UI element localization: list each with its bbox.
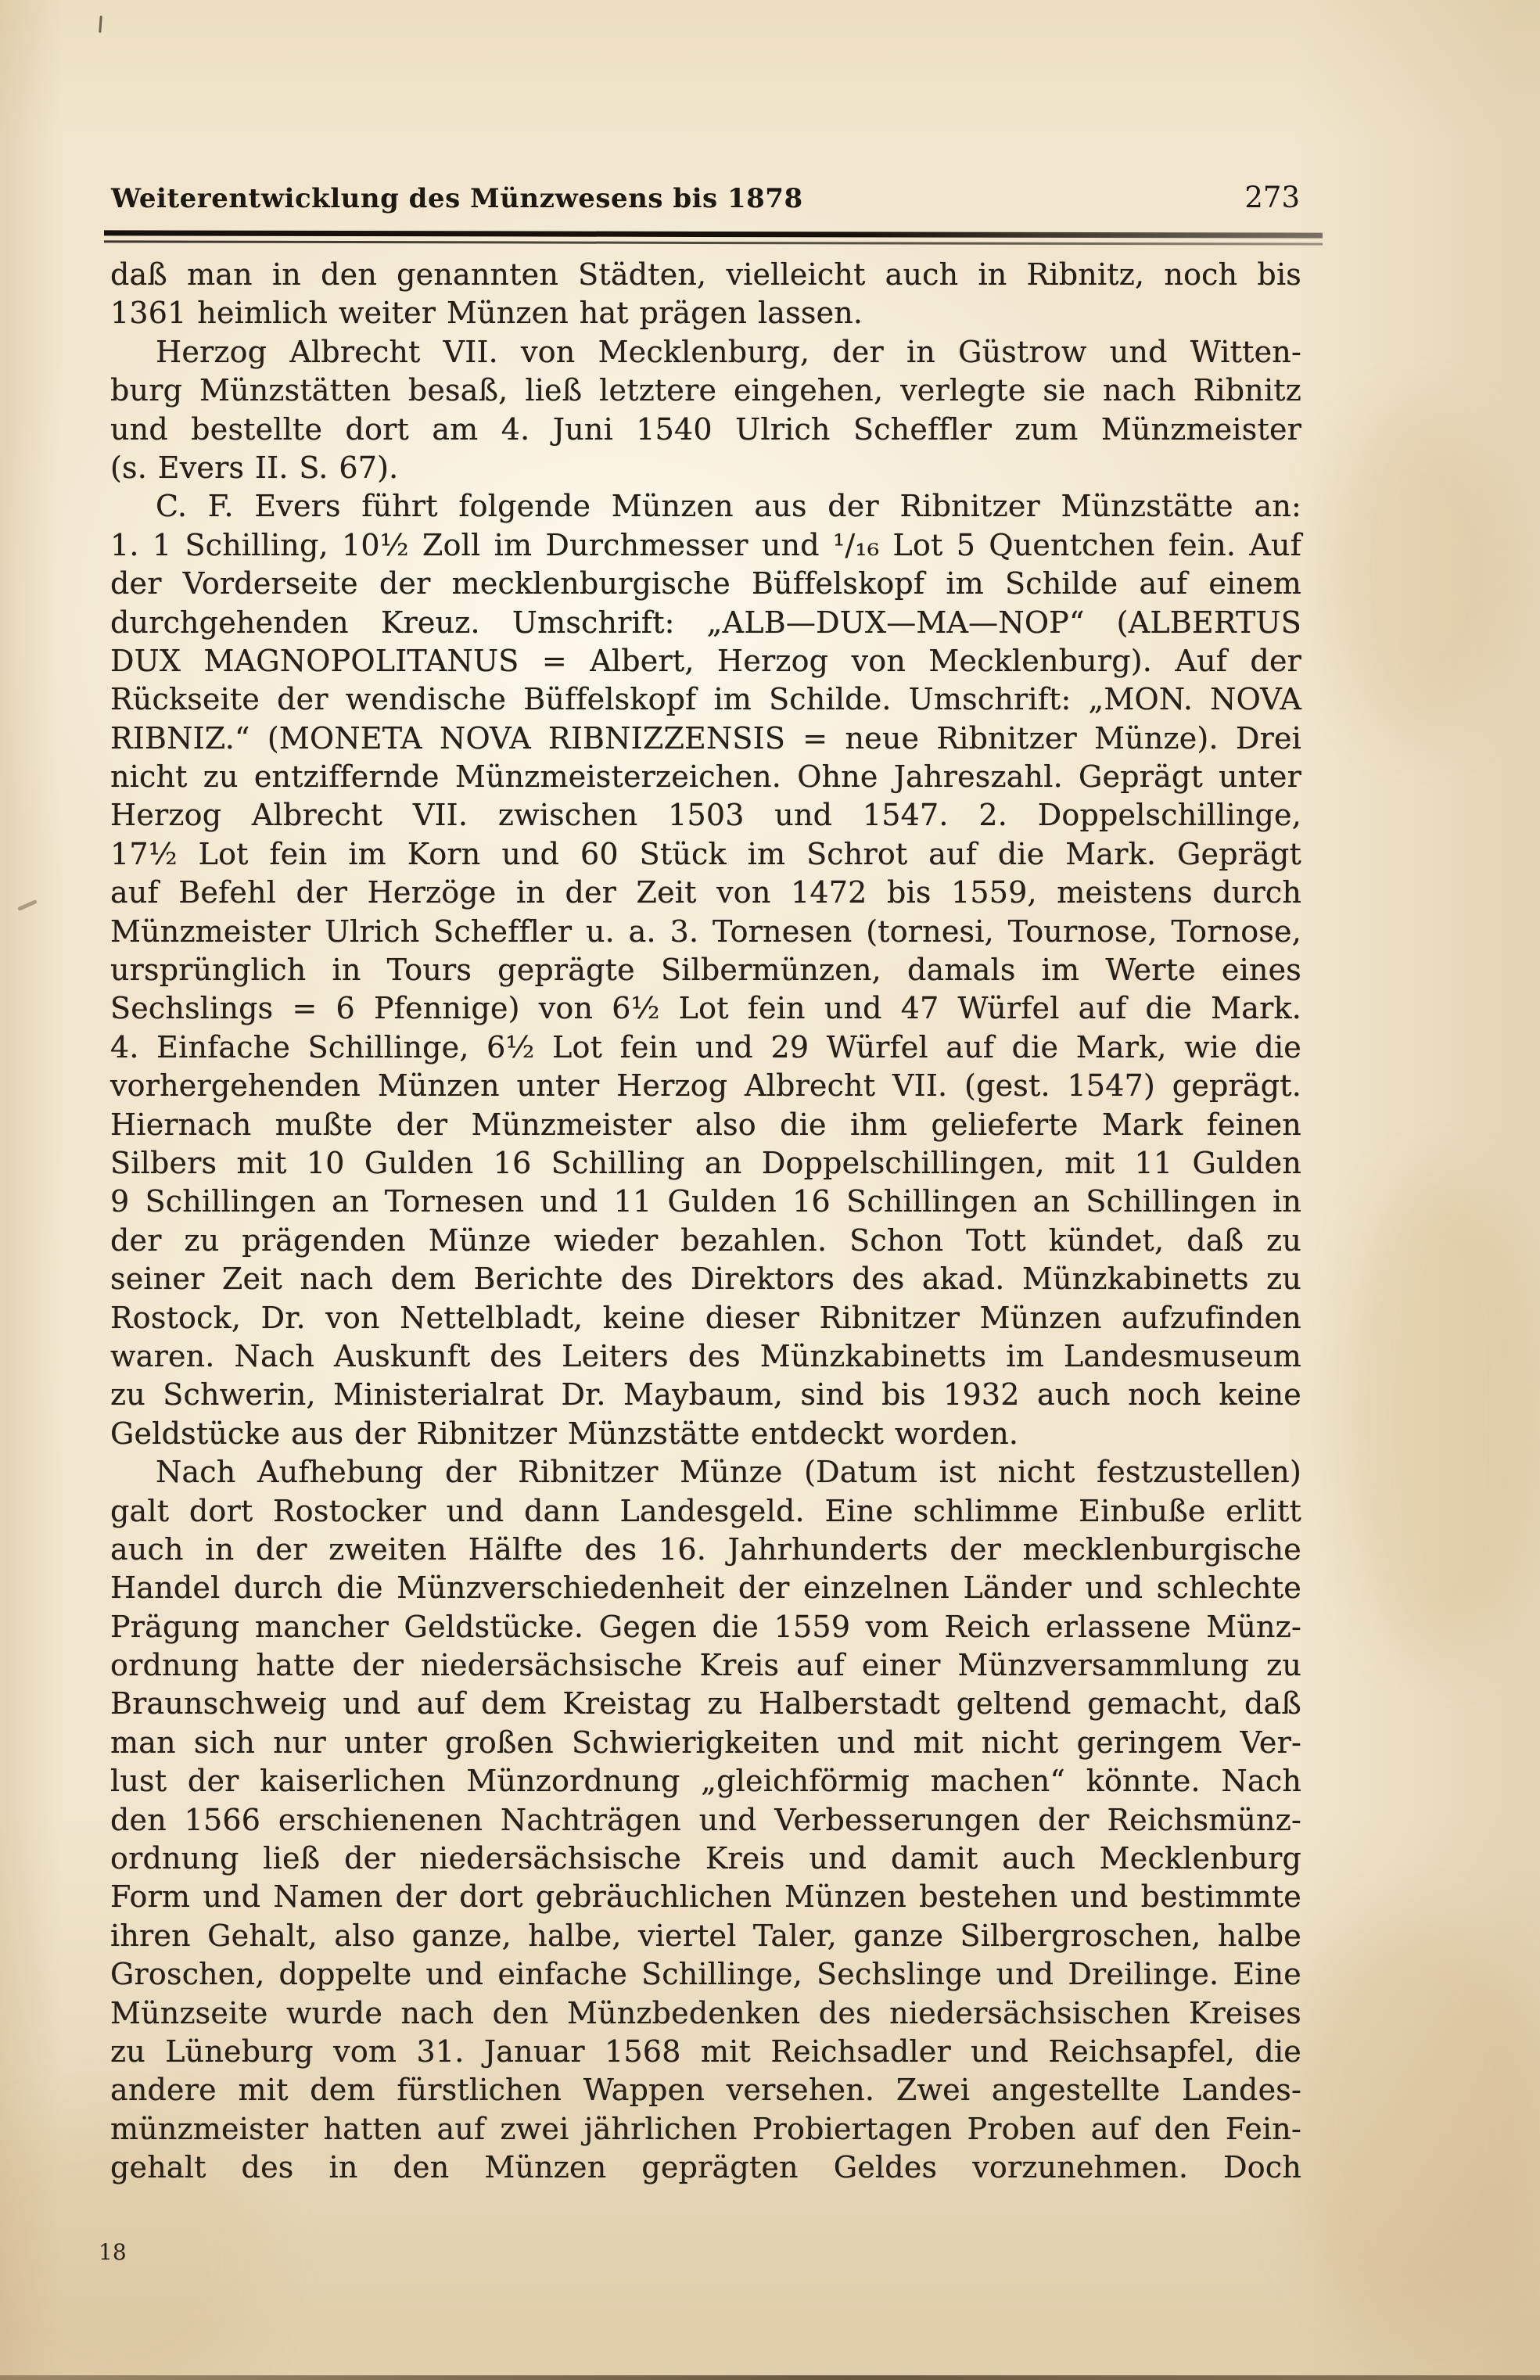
text-line: Groschen, doppelte und einfache Schillinge, Sechslinge und Dreilinge. Eine (110, 1957, 1301, 1992)
text-line: seiner Zeit nach dem Berichte des Direktors des akad. Münzkabinetts zu (110, 1262, 1301, 1297)
text-line: lust der kaiserlichen Münzordnung „gleichförmig machen“ könnte. Nach (110, 1764, 1301, 1799)
text-line: RIBNIZ.“ (MONETA NOVA RIBNIZZENSIS = neue Ribnitzer Münze). Drei (110, 720, 1301, 756)
text-line: burg Münzstätten besaß, ließ letztere eingehen, verlegte sie nach Ribnitz (110, 373, 1301, 408)
text-line: ihren Gehalt, also ganze, halbe, viertel Taler, ganze Silbergroschen, halbe (110, 1918, 1301, 1953)
text-line: Herzog Albrecht VII. von Mecklenburg, der in Güstrow und Witten- (156, 334, 1301, 369)
text-line: daß man in den genannten Städten, vielleicht auch in Ribnitz, noch bis (110, 257, 1301, 292)
paragraph (110, 256, 1301, 333)
text-line: gehalt des in den Münzen geprägten Geldes vorzunehmen. Doch (110, 2150, 1301, 2185)
text-line: Herzog Albrecht VII. zwischen 1503 und 1547. 2. Doppelschillinge, (110, 798, 1301, 833)
text-line: Rückseite der wendische Büffelskopf im Schilde. Umschrift: „MON. NOVA (110, 682, 1301, 717)
text-line: ordnung hatte der niedersächsische Kreis auf einer Münzversammlung zu (110, 1648, 1301, 1683)
text-line: Sechslings = 6 Pfennige) von 6½ Lot fein und 47 Würfel auf die Mark. (110, 991, 1301, 1026)
scan-edge-shadow (0, 2375, 1540, 2380)
text-line: Rostock, Dr. von Nettelbladt, keine dieser Ribnitzer Münzen aufzufinden (110, 1300, 1301, 1335)
text-line: Geldstücke aus der Ribnitzer Münzstätte entdeckt worden. (110, 1416, 1019, 1451)
text-line: den 1566 erschienenen Nachträgen und Verbesserungen der Reichsmünz- (110, 1802, 1301, 1837)
signature-number: 18 (99, 2239, 127, 2265)
text-line: 9 Schillingen an Tornesen und 11 Gulden 16 Schillingen an Schillingen in (110, 1184, 1301, 1219)
text-line: Braunschweig und auf dem Kreistag zu Halberstadt geltend gemacht, daß (110, 1686, 1301, 1721)
header-rule-thin (104, 240, 1323, 245)
text-line: DUX MAGNOPOLITANUS = Albert, Herzog von Mecklenburg). Auf der (110, 643, 1301, 678)
text-line: münzmeister hatten auf zwei jährlichen Probiertagen Proben auf den Fein- (110, 2111, 1301, 2146)
ink-speck (17, 899, 38, 911)
text-line: galt dort Rostocker und dann Landesgeld. Eine schlimme Einbuße erlitt (110, 1493, 1301, 1528)
paper-stain (1330, 407, 1509, 735)
text-line: der Vorderseite der mecklenburgische Büffelskopf im Schilde auf einem (110, 566, 1301, 601)
text-line: auch in der zweiten Hälfte des 16. Jahrhunderts der mecklenburgische (110, 1531, 1301, 1567)
text-line: 4. Einfache Schillinge, 6½ Lot fein und 29 Würfel auf die Mark, wie die (110, 1029, 1301, 1064)
text-line: 17½ Lot fein im Korn und 60 Stück im Schrot auf die Mark. Geprägt (110, 836, 1301, 871)
text-line: waren. Nach Auskunft des Leiters des Münzkabinetts im Landesmuseum (110, 1338, 1301, 1373)
header-rule-thick (104, 230, 1323, 238)
text-line: C. F. Evers führt folgende Münzen aus der Ribnitzer Münzstätte an: (156, 489, 1301, 524)
text-line: Münzseite wurde nach den Münzbedenken des niedersächsischen Kreises (110, 1995, 1301, 2030)
header-rule (104, 232, 1323, 244)
paragraph (110, 333, 1301, 488)
text-line: ursprünglich in Tours geprägte Silbermünzen, damals im Werte eines (110, 953, 1301, 988)
paper-stain (1283, 1916, 1540, 2323)
text-line: vorhergehenden Münzen unter Herzog Albrecht VII. (gest. 1547) geprägt. (110, 1068, 1301, 1104)
ink-speck (99, 16, 102, 33)
text-line: Handel durch die Münzverschiedenheit der einzelnen Länder und schlechte (110, 1571, 1301, 1606)
text-line: zu Schwerin, Ministerialrat Dr. Maybaum, sind bis 1932 auch noch keine (110, 1377, 1301, 1413)
paragraph (110, 1453, 1301, 2187)
text-line: 1. 1 Schilling, 10½ Zoll im Durchmesser und ¹/₁₆ Lot 5 Quentchen fein. Auf (110, 527, 1301, 562)
text-line: und bestellte dort am 4. Juni 1540 Ulrich Scheffler zum Münzmeister (110, 411, 1301, 447)
text-line: zu Lüneburg vom 31. Januar 1568 mit Reichsadler und Reichsapfel, die (110, 2034, 1301, 2069)
text-line: ordnung ließ der niedersächsische Kreis und damit auch Mecklenburg (110, 1841, 1301, 1876)
page-body (110, 256, 1301, 2188)
text-line: Form und Namen der dort gebräuchlichen Münzen bestehen und bestimmte (110, 1879, 1301, 1915)
text-line: Silbers mit 10 Gulden 16 Schilling an Doppelschillingen, mit 11 Gulden (110, 1145, 1301, 1180)
text-line: (s. Evers II. S. 67). (110, 450, 399, 485)
text-line: auf Befehl der Herzöge in der Zeit von 1472 bis 1559, meistens durch (110, 875, 1301, 910)
page-footer (99, 2239, 127, 2265)
text-line: Prägung mancher Geldstücke. Gegen die 1559 vom Reich erlassene Münz- (110, 1609, 1301, 1644)
paper-stain (1345, 1173, 1540, 1658)
text-line: Nach Aufhebung der Ribnitzer Münze (Datum ist nicht festzustellen) (156, 1455, 1301, 1490)
text-line: man sich nur unter großen Schwierigkeiten und mit nicht geringem Ver- (110, 1725, 1301, 1760)
running-header (111, 181, 1300, 214)
header-page-number: 273 (1244, 181, 1300, 214)
paragraph (110, 487, 1301, 1453)
text-line: nicht zu entziffernde Münzmeisterzeichen. Ohne Jahreszahl. Geprägt unter (110, 759, 1301, 795)
text-line: andere mit dem fürstlichen Wappen versehen. Zwei angestellte Landes- (110, 2073, 1301, 2108)
text-line: der zu prägenden Münze wieder bezahlen. Schon Tott kündet, daß zu (110, 1222, 1301, 1258)
text-line: 1361 heimlich weiter Münzen hat prägen lassen. (110, 296, 863, 331)
text-line: durchgehenden Kreuz. Umschrift: „ALB—DUX—MA—NOP“ (ALBERTUS (110, 605, 1301, 640)
text-line: Hiernach mußte der Münzmeister also die ihm gelieferte Mark feinen (110, 1107, 1301, 1142)
header-title: Weiterentwicklung des Münzwesens bis 1878 (111, 183, 803, 214)
text-line: Münzmeister Ulrich Scheffler u. a. 3. Tornesen (tornesi, Tournose, Tornose, (110, 914, 1301, 949)
